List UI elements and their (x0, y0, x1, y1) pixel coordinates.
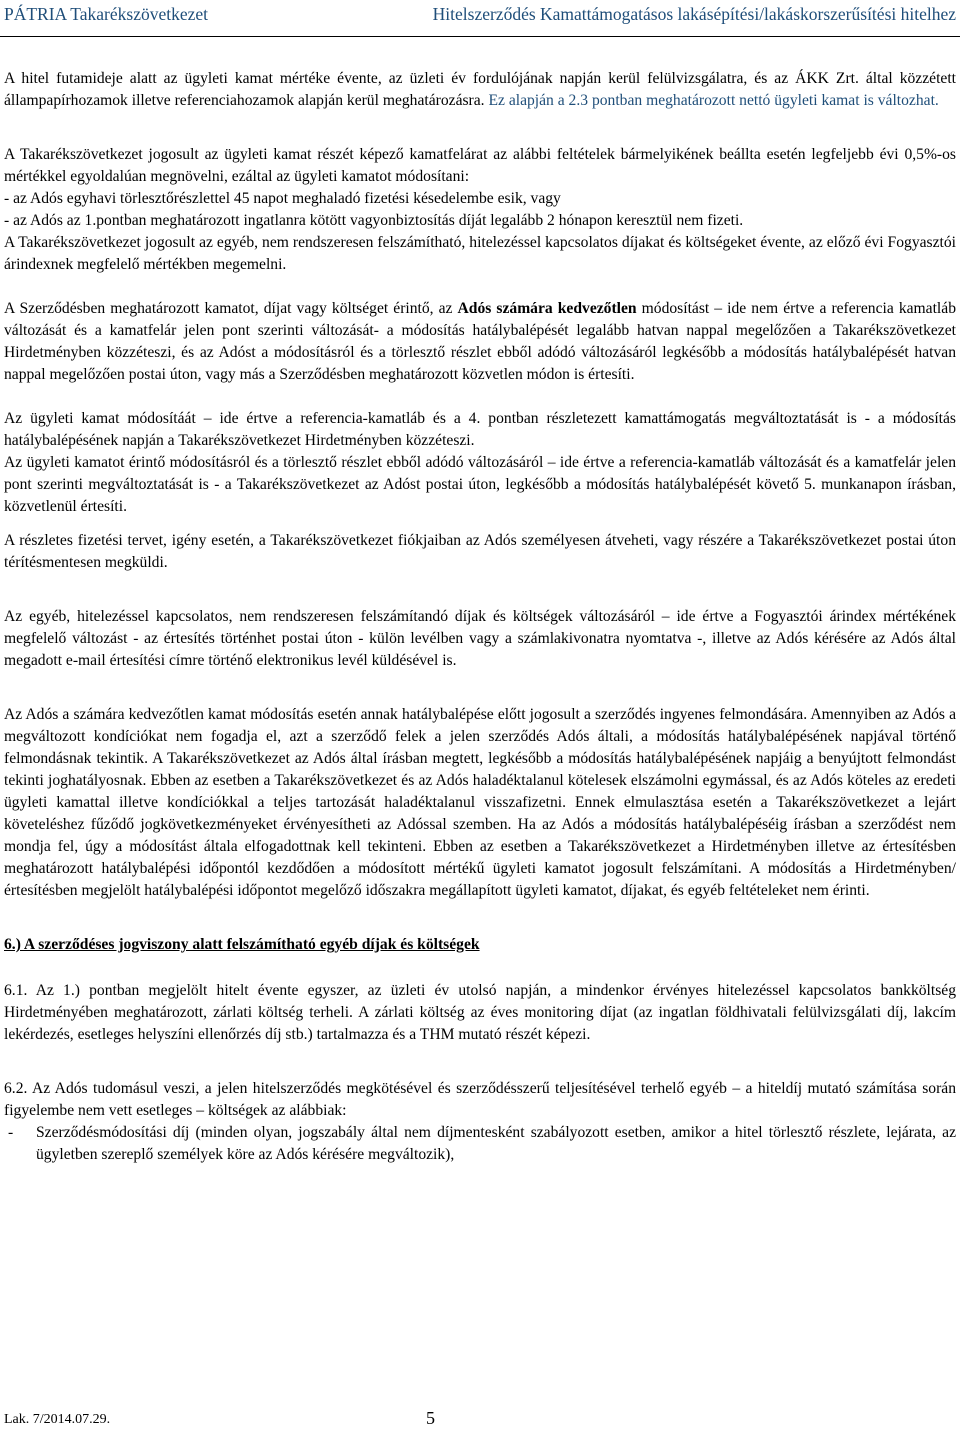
paragraph-2-condition-2: - az Adós az 1.pontban meghatározott ingatlanra kötött vagyonbiztosítás díját legalább 2 hónapon keresztül nem fizeti. (4, 212, 744, 229)
document-body (4, 68, 956, 1166)
paragraph-1-part-2: Ez alapján a 2.3 pontban meghatározott nettó ügyleti kamat is változhat. (488, 92, 939, 109)
list-item (4, 1122, 956, 1166)
page-header (4, 4, 956, 32)
paragraph-6: Az ügyleti kamatot érintő módosításról és a törlesztő részlet ebből adódó változásáról – ide értve a referencia-kamatláb változását és a kamatfelár jelen pont szerinti megváltoztatását is - a Takarékszövetkezet az Adóst postai úton, legkésőbb a módosítás hatálybalépését követő 5. munkanapon írásban, közvetlenül értesíti. (4, 454, 956, 515)
paragraph-1-part-1: A hitel futamideje alatt az ügyleti kamat mértéke évente, az üzleti év fordulójának napján kerül felülvizsgálatra, és az ÁKK Zrt. által közzétett állampapírhozamok illetve referenciahozamok alapján kerül meghatározásra. (4, 70, 956, 109)
paragraph-4-pre: A Szerződésben meghatározott kamatot, díjat vagy költséget érintő, az (4, 300, 458, 317)
paragraph-7: A részletes fizetési tervet, igény esetén, a Takarékszövetkezet fiókjaiban az Adós személyesen átveheti, vagy részére a Takarékszövetkezet postai úton térítésmentesen megküldi. (4, 532, 956, 571)
footer-document-code: Lak. 7/2014.07.29. (4, 1412, 111, 1427)
paragraph-8: Az egyéb, hitelezéssel kapcsolatos, nem rendszeresen felszámítandó díjak és költségek változásáról – ide értve a Fogyasztói árindex mértékének megfelelő változást - az értesítés történhet postai úton - külön levélben vagy a számlakivonatra nyomtatva -, illetve az Adós kérésére az Adós által megadott e-mail értesítési címre történő elektronikus levél küldésével is. (4, 608, 956, 669)
list-item-text: Szerződésmódosítási díj (minden olyan, jogszabály által nem díjmentesként szabályozott esetben, amikor a hitel törlesztő részlete, lejárata, az ügyletben szereplő személyek köre az Adós kérésére megváltozik), (36, 1124, 956, 1163)
paragraph-5: Az ügyleti kamat módosítáát – ide értve a referencia-kamatláb és a 4. pontban részletezett kamattámogatás megváltoztatását is - a módosítás hatálybalépésének napján a Takarékszövetkezet Hirdetményben közzéteszi. (4, 410, 956, 449)
list-item-dash: - (8, 1124, 14, 1141)
paragraph-1 (4, 68, 956, 112)
page-number: 5 (426, 1408, 435, 1428)
section-6-heading: 6.) A szerződéses jogviszony alatt felszámítható egyéb díjak és költségek (4, 936, 480, 953)
paragraph-6-2: 6.2. Az Adós tudomásul veszi, a jelen hitelszerződés megkötésével és szerződésszerű teljesítésével terhelő egyéb – a hiteldíj mutató számítása során figyelembe nem vett esetleges – költségek az alábbiak: (4, 1080, 956, 1119)
page-footer (4, 1408, 435, 1428)
paragraph-9: Az Adós a számára kedvezőtlen kamat módosítás esetén annak hatálybalépése előtt jogosult a szerződés ingyenes felmondására. Amennyiben az Adós a megváltozott kondíciókat nem fogadja el, azt a szerződő felek a jelen szerződés Adós általi, a módosítás hatálybalépésének napjával történő felmondásnak tekintik. A Takarékszövetkezet az Adós által írásban megtett, legkésőbb a módosítás hatálybalépésének napjáig a benyújtott felmondást tekinti joghatályosnak. Ebben az esetben a Takarékszövetkezet és az Adós haladéktalanul kötelesek elszámolni egymással, és az Adós köteles az eredeti ügyleti kamattal illetve kondíciókkal a teljes tartozását haladéktalanul visszafizetni. Ennek elmulasztása esetén a Takarékszövetkezet a lejárt követeléshez fűződő jogkövetkezményeket érvényesítheti az Adóssal szemben. Ha az Adós a módosítás hatálybalépéséig írásban a szerződést nem mondja fel, úgy a módosítást általa elfogadottnak kell tekinteni. Ebben az esetben a Takarékszövetkezet a Hirdetményben illetve az értesítésben meghatározott hatálybalépési időpontól kezdődően a módosított mértékű ügyleti kamatot jogosult felszámítani. A módosítás a Hirdetményben/értesítésben megjelölt hatálybalépési időpontot megelőző időszakra megállapított ügyleti kamatot, díjakat, és egyéb feltételeket nem érinti. (4, 706, 956, 899)
paragraph-3: A Takarékszövetkezet jogosult az egyéb, nem rendszeresen felszámítható, hitelezéssel kapcsolatos díjakat és költségeket évente, az előző évi Fogyasztói árindexnek megfelelő mértékben megemelni. (4, 234, 956, 273)
paragraph-4 (4, 298, 956, 386)
paragraph-6-1: 6.1. Az 1.) pontban megjelölt hitelt évente egyszer, az üzleti év utolsó napján, a mindenkor érvényes hitelezéssel kapcsolatos bankköltség Hirdetményében meghatározott, zárlati költség terheli. A zárlati költség az éves monitoring díjat (az ingatlan földhivatali felülvizsgálati díj, lakcím lekérdezés, esetleges helyszíni ellenőrzés díj stb.) tartalmazza és a THM mutató részét képezi. (4, 982, 956, 1043)
paragraph-4-post: módosítást – ide nem értve a referencia kamatláb változását és a kamatfelár jelen pont szerinti változását- a módosítás hatálybalépését legalább hatvan nappal megelőzően a Takarékszövetkezet Hirdetményben közzéteszi, és az Adóst a módosításról és a törlesztő részlet ebből adódó változásáról legkésőbb a módosítás hatálybalépését hatvan nappal megelőzően postai úton, vagy más a Szerződésben meghatározott közvetlen módon is értesíti. (4, 300, 956, 383)
paragraph-2: A Takarékszövetkezet jogosult az ügyleti kamat részét képező kamatfelárat az alábbi feltételek bármelyikének beállta esetén legfeljebb évi 0,5%-os mértékkel egyoldalúan megnövelni, ezáltal az ügyleti kamatot módosítani: (4, 146, 956, 185)
paragraph-2-condition-1: - az Adós egyhavi törlesztőrészlettel 45 napot meghaladó fizetési késedelembe esik, vagy (4, 190, 561, 207)
paragraph-4-bold: Adós számára kedvezőtlen (457, 300, 637, 317)
header-right-title: Hitelszerződés Kamattámogatásos lakásépítési/lakáskorszerűsítési hitelhez (432, 4, 956, 24)
header-left-title: PÁTRIA Takarékszövetkezet (4, 4, 209, 24)
header-divider (0, 36, 960, 37)
